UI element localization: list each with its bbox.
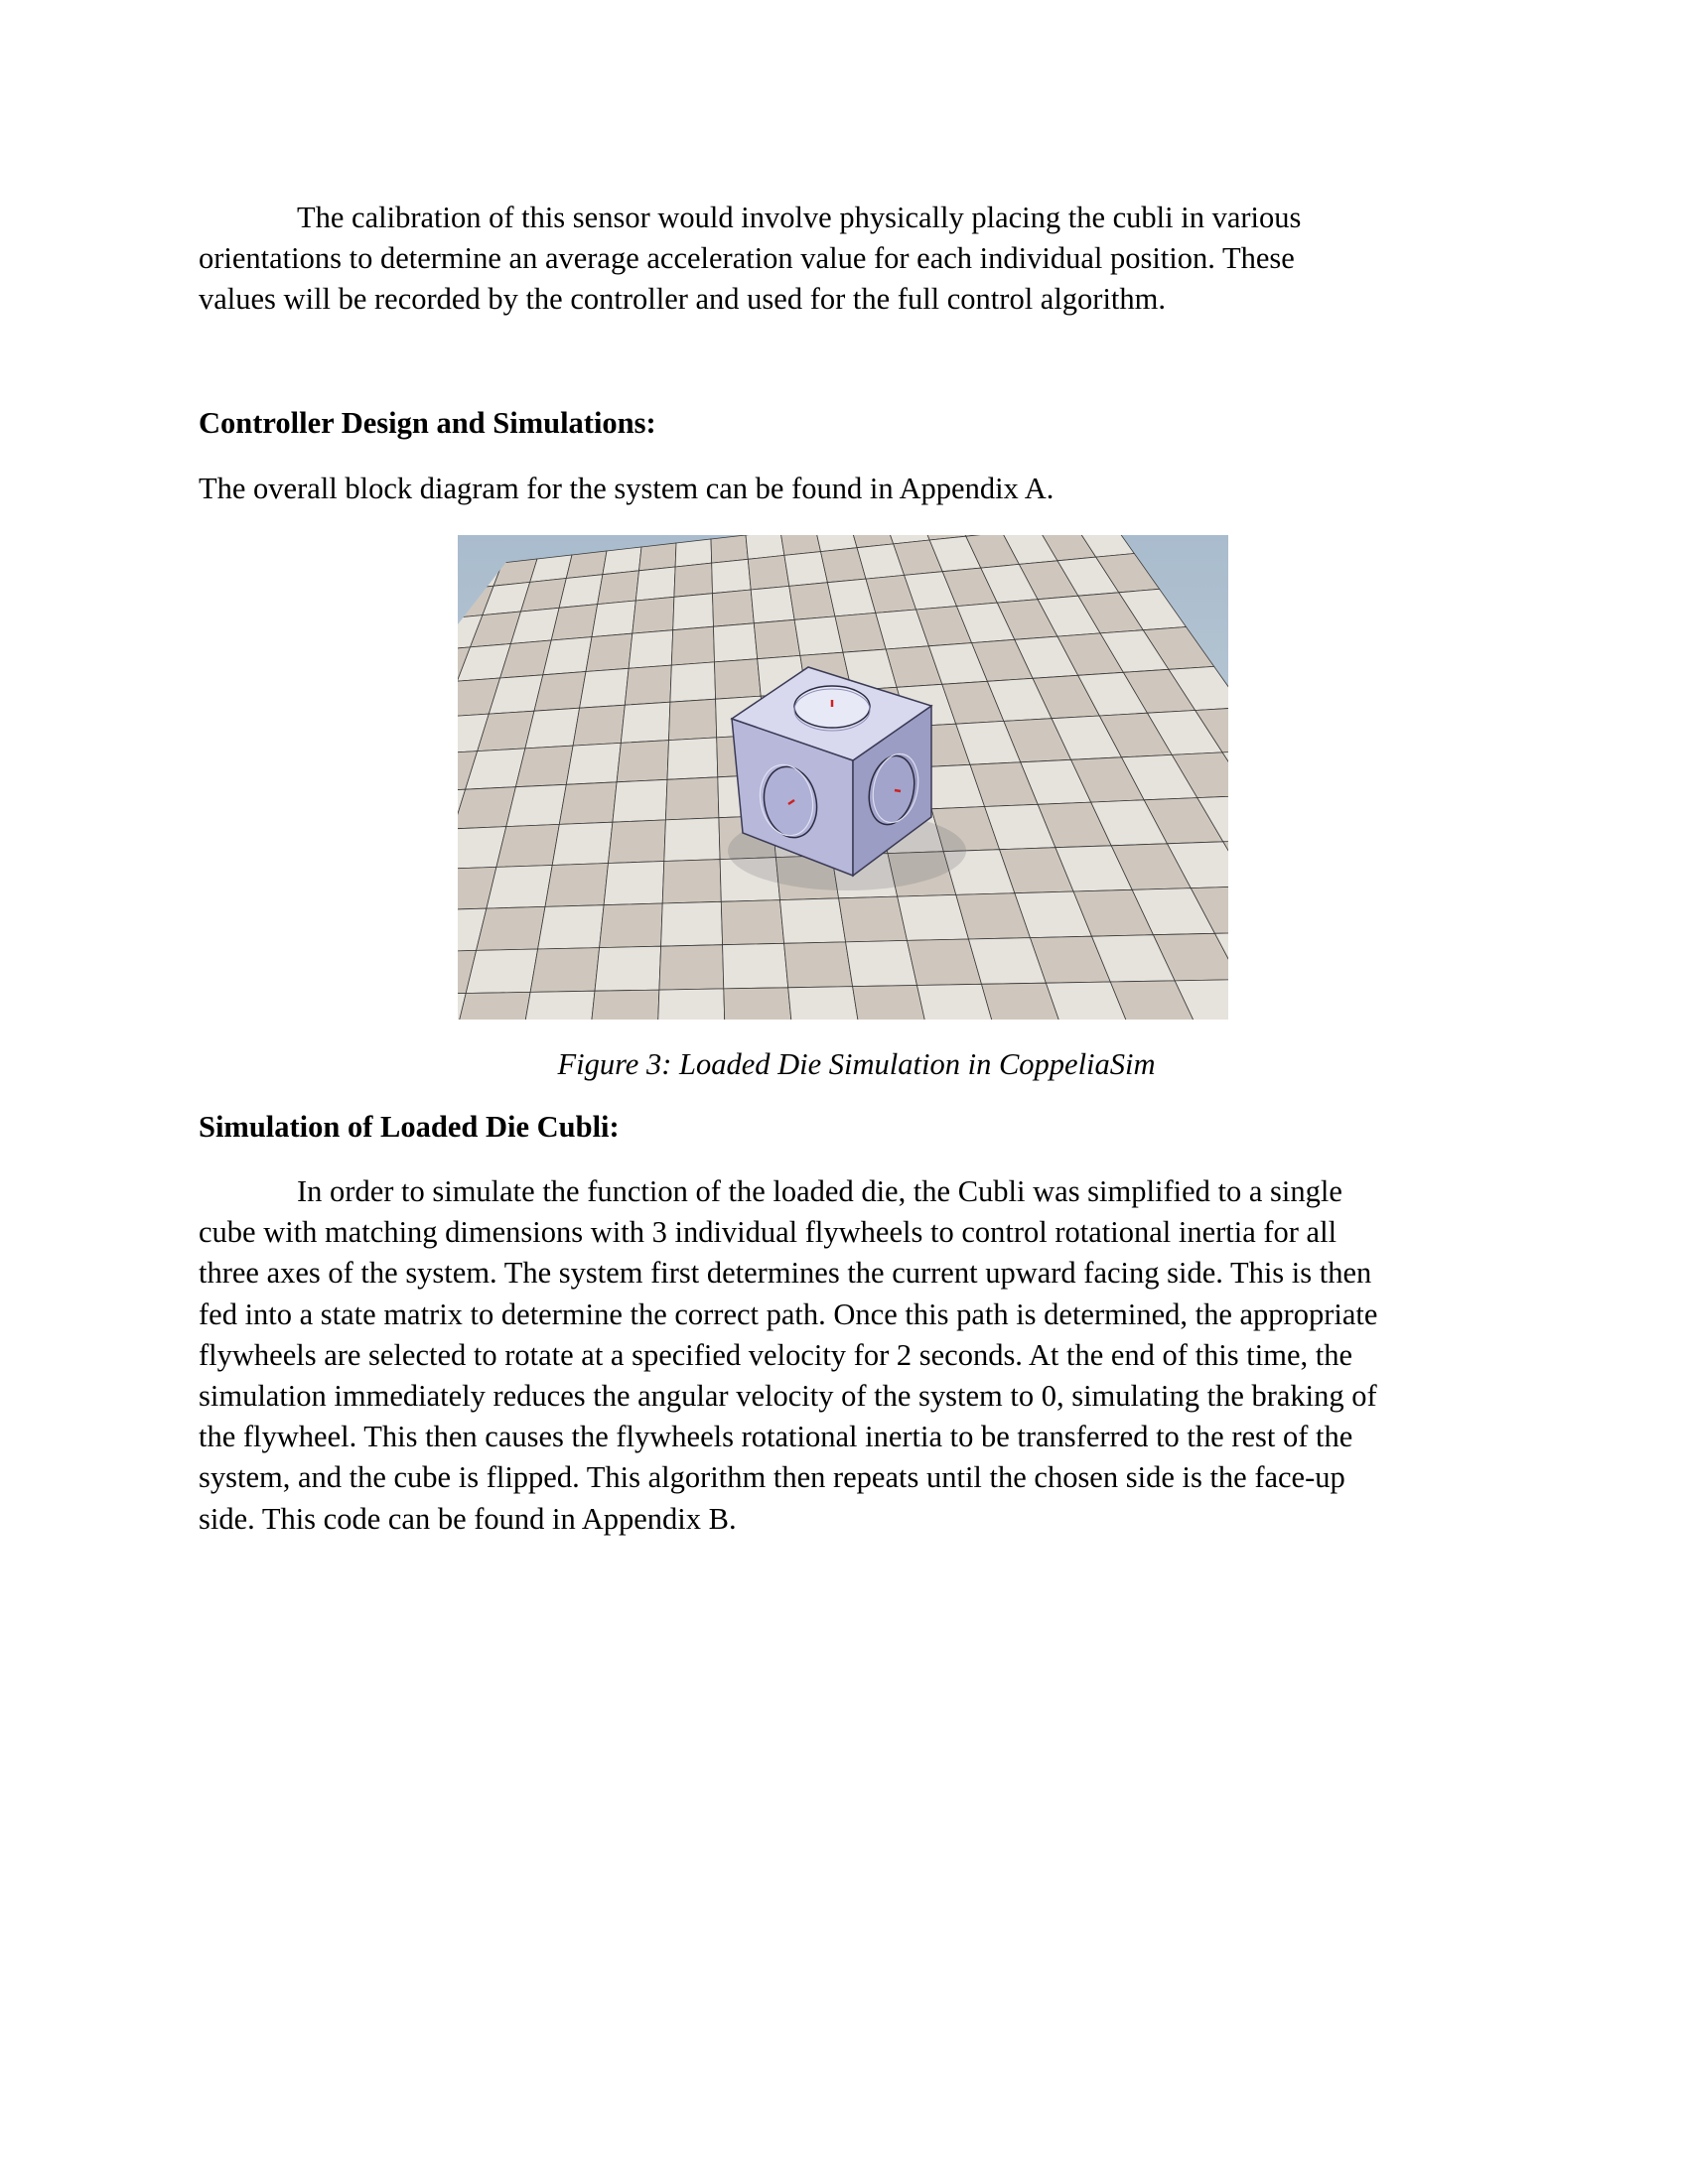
floor-tile	[853, 986, 927, 1021]
floor-tile	[664, 818, 720, 862]
paragraph-line: fed into a state matrix to determine the correct path. Once this path is determined, the appropriate	[199, 1297, 1378, 1331]
right-axis-marker	[895, 790, 901, 791]
floor-tile	[712, 559, 752, 593]
floor-tile	[721, 900, 783, 945]
floor-tile	[714, 623, 758, 662]
floor-tile	[566, 551, 607, 579]
floor-tile	[711, 535, 748, 563]
controller-design-heading: Controller Design and Simulations:	[199, 406, 656, 440]
paragraph-line: system, and the cube is flipped. This algorithm then repeats until the chosen side is the face-up	[199, 1460, 1345, 1495]
floor-tile	[595, 946, 661, 991]
floor-tile	[788, 987, 860, 1020]
loaded-die-simulation-heading: Simulation of Loaded Die Cubli:	[199, 1110, 620, 1144]
floor-tile	[789, 583, 835, 620]
floor-tile	[846, 940, 917, 986]
floor-tile	[515, 746, 573, 787]
paragraph-line: values will be recorded by the controller and used for the full control algorithm.	[199, 282, 1167, 317]
floor-tile	[534, 672, 586, 712]
floor-tile	[621, 702, 670, 743]
floor-tile	[590, 990, 659, 1020]
floor-tile	[669, 699, 717, 740]
floor-tile	[659, 945, 724, 990]
floor-tile	[496, 824, 559, 867]
floor-tile	[675, 539, 712, 567]
floor-tile	[566, 743, 621, 784]
floor-tile	[580, 668, 630, 708]
floor-tile	[506, 784, 567, 826]
floor-tile	[458, 992, 530, 1020]
floor-tile	[538, 905, 605, 949]
floor-tile	[754, 619, 800, 658]
floor-tile	[466, 949, 537, 994]
floor-tile	[559, 782, 617, 825]
floor-tile	[559, 575, 603, 609]
floor-tile	[667, 738, 718, 779]
floor-tile	[573, 705, 625, 746]
floor-tile	[670, 662, 716, 702]
floor-tile	[673, 594, 714, 630]
paragraph-line: The calibration of this sensor would involve physically placing the cubli in various	[297, 201, 1302, 234]
floor-tile	[617, 741, 668, 782]
floor-tile	[523, 991, 596, 1020]
floor-tile	[598, 571, 639, 605]
paragraph-line: cube with matching dimensions with 3 individual flywheels to control rotational inertia for all	[199, 1215, 1337, 1250]
floor-tile	[780, 898, 846, 944]
floor-tile	[661, 901, 723, 946]
floor-tile	[525, 708, 580, 749]
paragraph-line: the flywheel. This then causes the flywheels rotational inertia to be transferred to the rest of the	[199, 1420, 1353, 1454]
simulation-paragraph	[199, 1171, 1494, 1540]
floor-tile	[674, 563, 713, 597]
paragraph-line: side. This code can be found in Appendix B.	[199, 1501, 737, 1536]
floor-tile	[552, 822, 613, 865]
floor-tile	[530, 948, 600, 993]
floor-tile	[723, 943, 788, 989]
paragraph-line: orientations to determine an average acceleration value for each individual position. These	[199, 241, 1295, 276]
floor-tile	[625, 665, 671, 705]
floor-tile	[600, 903, 663, 948]
floor-tile	[748, 555, 789, 590]
floor-tile	[662, 860, 721, 903]
coppeliasim-figure	[458, 535, 1228, 1020]
floor-tile	[604, 862, 664, 905]
floor-tile	[545, 864, 609, 907]
block-diagram-intro: The overall block diagram for the system can be found in Appendix A.	[199, 472, 1055, 505]
floor-tile	[633, 597, 674, 633]
floor-tile	[715, 659, 762, 700]
floor-tile	[671, 626, 714, 665]
floor-tile	[477, 906, 545, 950]
simulation-scene-image	[458, 535, 1228, 1020]
floor-tile	[586, 633, 633, 671]
floor-tile	[713, 590, 755, 626]
floor-tile	[635, 567, 675, 601]
paragraph-line: three axes of the system. The system first determines the current upward facing side. This is then	[199, 1256, 1372, 1291]
floor-tile	[609, 820, 666, 864]
floor-tile	[751, 586, 794, 622]
paragraph-line: flywheels are selected to rotate at a specified velocity for 2 seconds. At the end of this time, the	[199, 1337, 1352, 1372]
floor-tile	[794, 616, 843, 656]
figure-caption: Figure 3: Loaded Die Simulation in CoppeliaSim	[557, 1047, 1156, 1081]
floor-tile	[784, 552, 828, 587]
floor-tile	[657, 989, 725, 1020]
paragraph-line: In order to simulate the function of the loaded die, the Cubli was simplified to a single	[297, 1174, 1342, 1208]
floor-tile	[629, 630, 673, 669]
floor-tile	[603, 547, 641, 575]
calibration-paragraph	[199, 198, 1494, 321]
floor-tile	[592, 601, 635, 637]
floor-tile	[613, 779, 667, 822]
floor-tile	[639, 543, 677, 571]
paragraph-line: simulation immediately reduces the angular velocity of the system to 0, simulating the braking of	[199, 1379, 1377, 1414]
floor-tile	[724, 988, 792, 1020]
floor-tile	[784, 942, 853, 988]
floor-tile	[487, 866, 552, 909]
floor-tile	[665, 777, 719, 820]
floor-tile	[839, 896, 908, 942]
